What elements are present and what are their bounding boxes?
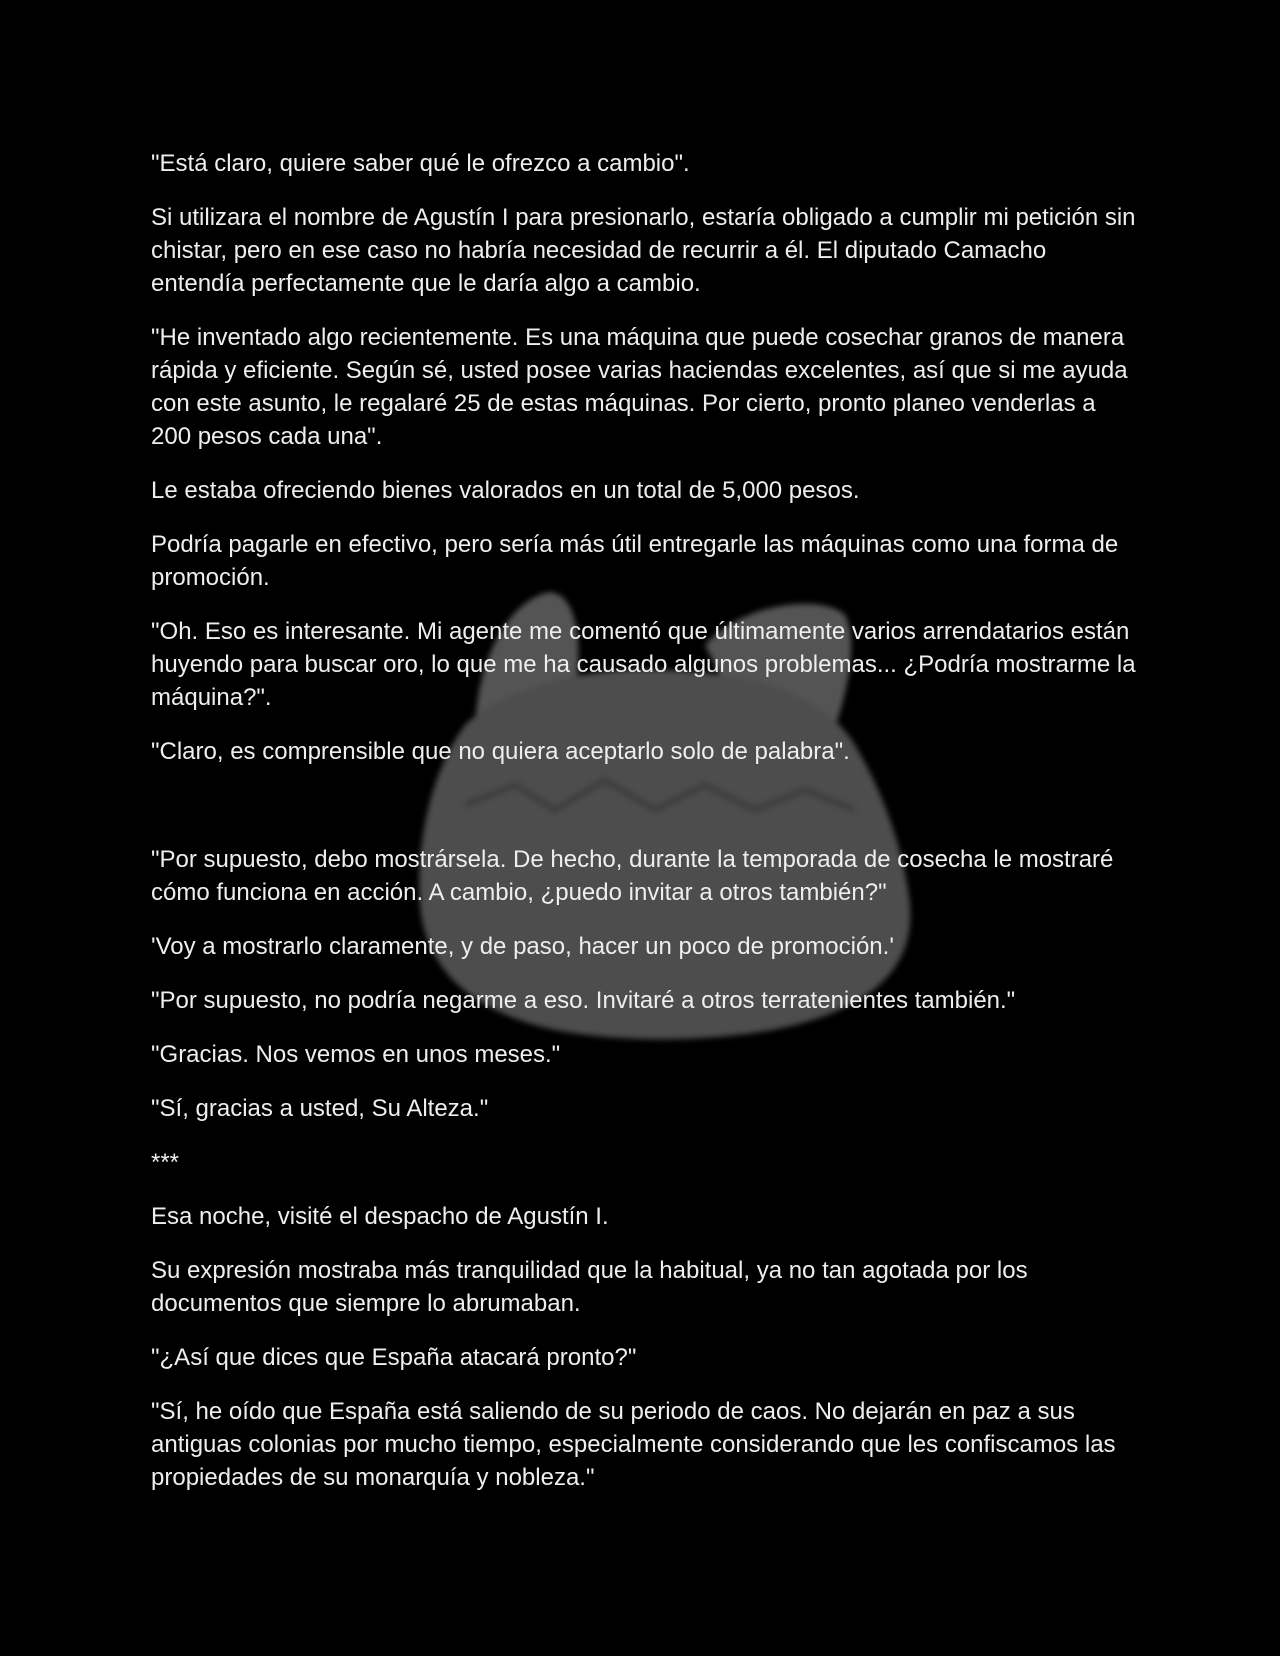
paragraph: "Oh. Eso es interesante. Mi agente me comentó que últimamente varios arrendatarios están huyendo para buscar oro, lo que me ha causado algunos problemas... ¿Podría mostrarme la máquina?". — [151, 618, 1136, 711]
paragraph: "He inventado algo recientemente. Es una máquina que puede cosechar granos de manera rápida y eficiente. Según sé, usted posee varias haciendas excelentes, así que si me ayuda con este asunto, le regalaré 25 de estas máquinas. Por cierto, pronto planeo venderlas a 200 pesos cada una". — [151, 324, 1128, 450]
document-body — [151, 147, 1141, 1515]
paragraph: "Claro, es comprensible que no quiera aceptarlo solo de palabra". — [151, 738, 850, 765]
paragraph: "¿Así que dices que España atacará pronto?" — [151, 1344, 637, 1371]
paragraph: 'Voy a mostrarlo claramente, y de paso, hacer un poco de promoción.' — [151, 933, 894, 960]
paragraph: "Gracias. Nos vemos en unos meses." — [151, 1041, 561, 1068]
paragraph: Le estaba ofreciendo bienes valorados en un total de 5,000 pesos. — [151, 477, 860, 504]
paragraph: "Por supuesto, debo mostrársela. De hecho, durante la temporada de cosecha le mostraré cómo funciona en acción. A cambio, ¿puedo invitar a otros también?" — [151, 846, 1114, 906]
paragraph: Su expresión mostraba más tranquilidad que la habitual, ya no tan agotada por los documentos que siempre lo abrumaban. — [151, 1257, 1028, 1317]
paragraph: Podría pagarle en efectivo, pero sería más útil entregarle las máquinas como una forma de promoción. — [151, 531, 1119, 591]
paragraph: Esa noche, visité el despacho de Agustín I. — [151, 1203, 609, 1230]
paragraph: "Está claro, quiere saber qué le ofrezco a cambio". — [151, 150, 690, 177]
paragraph: "Sí, gracias a usted, Su Alteza." — [151, 1095, 489, 1122]
scene-break: *** — [151, 1149, 180, 1176]
paragraph: Si utilizara el nombre de Agustín I para presionarlo, estaría obligado a cumplir mi petición sin chistar, pero en ese caso no habría necesidad de recurrir a él. El diputado Camacho entendía perfectamente que le daría algo a cambio. — [151, 204, 1136, 297]
blank-paragraph — [151, 789, 1141, 822]
paragraph: "Sí, he oído que España está saliendo de su periodo de caos. No dejarán en paz a sus antiguas colonias por mucho tiempo, especialmente considerando que les confiscamos las propiedades de su monarquía y nobleza." — [151, 1398, 1116, 1491]
paragraph: "Por supuesto, no podría negarme a eso. Invitaré a otros terratenientes también." — [151, 987, 1016, 1014]
